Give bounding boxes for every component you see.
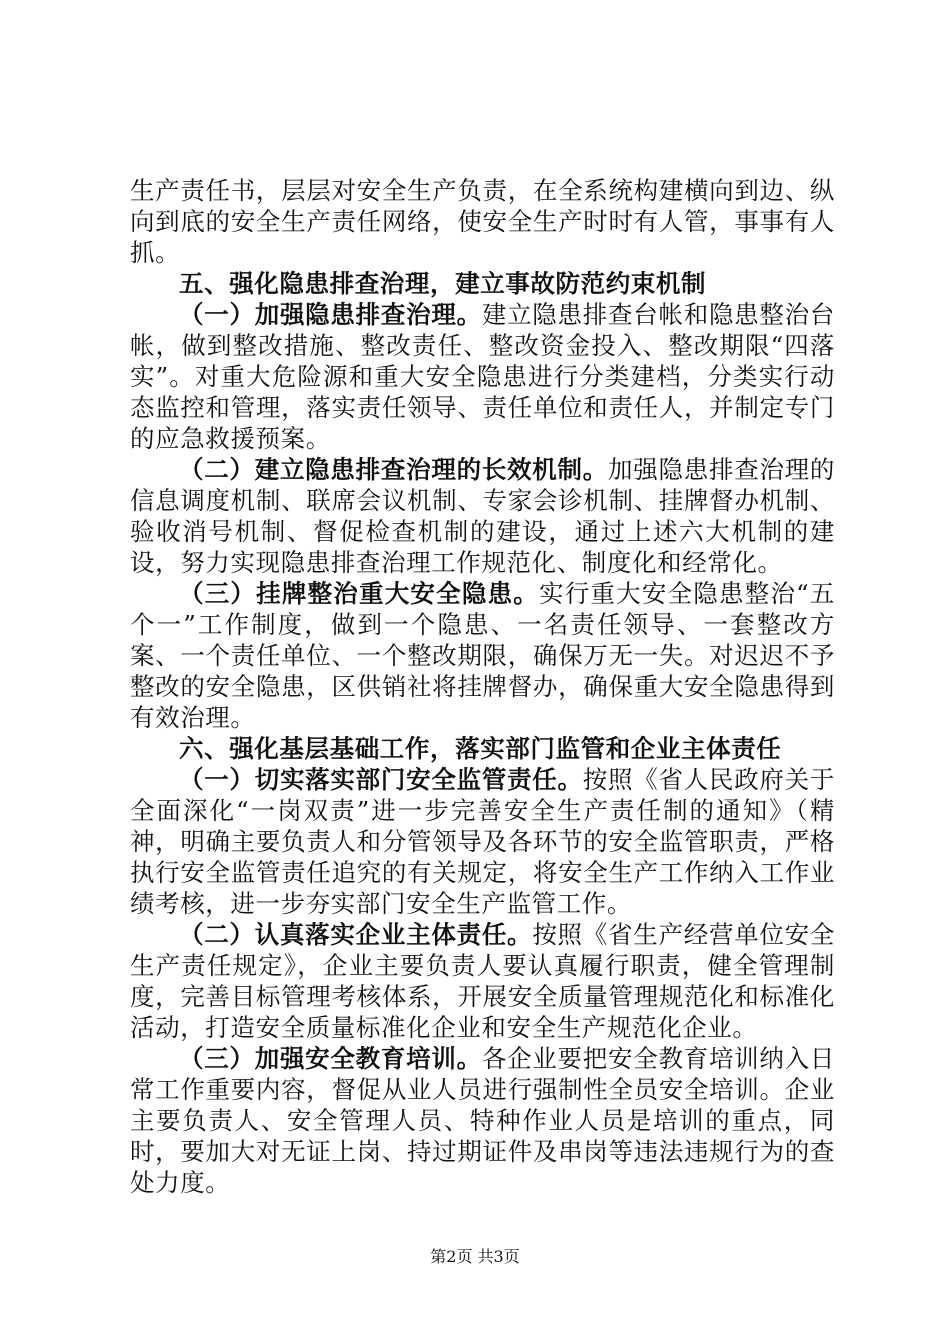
paragraph-text: 建立隐患排查台帐和隐患整治台帐，做到整改措施、整改责任、整改资金投入、整改期限“四落实”。对重大危险源和重大安全隐患进行分类建档，分类实行动态监控和管理，落实责任领导、责任单位和责任人，并制定专门的应急救援预案。 xyxy=(130,300,835,453)
paragraph-text: 按照《省人民政府关于全面深化“一岗双责”进一步完善安全生产责任制的通知》（精神，明确主要负责人和分管领导及各环节的安全监管职责，严格执行安全监管责任追究的有关规定，将安全生产工作纳入工作业绩考核，进一步夯实部门安全生产监管工作。 xyxy=(130,765,836,918)
paragraph-lead: （三）加强安全教育培训。 xyxy=(179,1044,482,1073)
section-heading-5: 五、强化隐患排查治理，建立事故防范约束机制 xyxy=(179,269,707,298)
paragraph-text: 实行重大安全隐患整治“五个一”工作制度，做到一个隐患、一名责任领导、一套整改方案、一个责任单位、一个整改期限，确保万无一失。对迟迟不予整改的安全隐患，区供销社将挂牌督办，确保重大安全隐患得到有效治理。 xyxy=(130,579,835,732)
paragraph-continuation xyxy=(130,175,835,268)
page-number-footer: 第2页 共3页 xyxy=(430,1247,520,1266)
paragraph-6-1 xyxy=(130,764,835,919)
document-body xyxy=(130,175,835,1198)
paragraph-5-1 xyxy=(130,299,835,454)
paragraph-text: 生产责任书，层层对安全生产负责，在全系统构建横向到边、纵向到底的安全生产责任网络，使安全生产时时有人管，事事有人抓。 xyxy=(130,176,835,267)
paragraph-lead: （二）建立隐患排查治理的长效机制。 xyxy=(179,455,609,484)
paragraph-6-2 xyxy=(130,919,835,1043)
section-heading-6: 六、强化基层基础工作，落实部门监管和企业主体责任 xyxy=(179,734,782,763)
paragraph-6-3 xyxy=(130,1043,835,1198)
paragraph-lead: （三）挂牌整治重大安全隐患。 xyxy=(179,579,539,608)
paragraph-5-3 xyxy=(130,578,835,733)
paragraph-text: 加强隐患排查治理的信息调度机制、联席会议机制、专家会诊机制、挂牌督办机制、验收消号机制、督促检查机制的建设，通过上述六大机制的建设，努力实现隐患排查治理工作规范化、制度化和经常化。 xyxy=(130,455,835,577)
paragraph-text: 按照《省生产经营单位安全生产责任规定》，企业主要负责人要认真履行职责，健全管理制度，完善目标管理考核体系，开展安全质量管理规范化和标准化活动，打造安全质量标准化企业和安全生产规范化企业。 xyxy=(130,920,836,1042)
paragraph-text: 各企业要把安全教育培训纳入日常工作重要内容，督促从业人员进行强制性全员安全培训。企业主要负责人、安全管理人员、特种作业人员是培训的重点，同时，要加大对无证上岗、持过期证件及串岗等违法违规行为的查处力度。 xyxy=(130,1044,835,1197)
paragraph-lead: （二）认真落实企业主体责任。 xyxy=(179,920,533,949)
paragraph-5-2 xyxy=(130,454,835,578)
paragraph-lead: （一）切实落实部门安全监管责任。 xyxy=(179,765,583,794)
paragraph-lead: （一）加强隐患排查治理。 xyxy=(179,300,482,329)
